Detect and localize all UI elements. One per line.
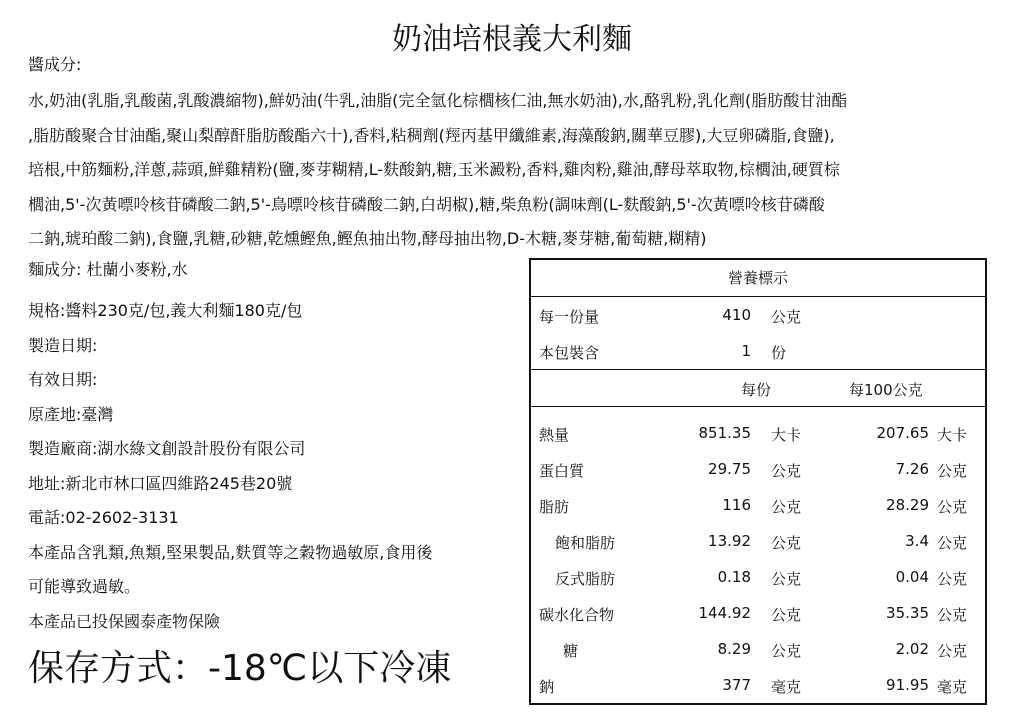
servings-per-pack-row	[531, 333, 985, 370]
col-per-serving: 每份	[741, 381, 772, 399]
nutrient-label: 反式脂肪	[555, 570, 616, 588]
nutrient-row-sugar	[531, 631, 985, 667]
per-100g-unit: 大卡	[937, 426, 968, 444]
nutrient-row-fat	[531, 487, 985, 523]
nutrient-row-carbohydrate	[531, 595, 985, 631]
insurance-note: 本產品已投保國泰產物保險	[28, 611, 221, 631]
per-100g-value: 7.26	[895, 460, 929, 478]
per-serving-unit: 公克	[771, 570, 802, 588]
per-100g-value: 28.29	[886, 496, 929, 514]
nutrient-row-calories	[531, 415, 985, 451]
nutrient-row-trans-fat	[531, 559, 985, 595]
per-100g-value: 0.04	[895, 568, 929, 586]
nutrient-label: 糖	[563, 642, 579, 660]
per-serving-unit: 公克	[771, 498, 802, 516]
per-100g-unit: 公克	[937, 606, 968, 624]
nutrition-facts-table	[529, 258, 987, 705]
allergen-warning-cont: 可能導致過敏。	[28, 577, 141, 596]
nutrient-label: 碳水化合物	[539, 606, 615, 624]
manufacturer: 製造廠商:湖水綠文創設計股份有限公司	[28, 439, 306, 458]
ingredients-line: 培根,中筋麵粉,洋蔥,蒜頭,鮮雞精粉(鹽,麥芽糊精,L-麩酸鈉,糖,玉米澱粉,香料,雞肉粉,雞油,酵母萃取物,棕櫚油,硬質棕	[28, 160, 840, 179]
per-serving-value: 851.35	[698, 424, 751, 442]
per-serving-unit: 公克	[771, 642, 802, 660]
ingredients-line: ,脂肪酸聚合甘油酯,聚山梨醇酐脂肪酸酯六十),香料,粘稠劑(羥丙基甲纖維素,海藻酸鈉,關華豆膠),大豆卵磷脂,食鹽),	[28, 125, 835, 145]
serving-size-row	[531, 297, 985, 333]
pack-unit: 份	[771, 344, 787, 362]
per-serving-value: 8.29	[717, 640, 751, 658]
per-100g-unit: 公克	[937, 642, 968, 660]
nutrient-label: 熱量	[539, 426, 570, 444]
noodle-ingredients: 麵成分: 杜蘭小麥粉,水	[28, 260, 188, 279]
pack-label: 本包裝含	[539, 344, 600, 362]
ingredients-line: 水,奶油(乳脂,乳酸菌,乳酸濃縮物),鮮奶油(牛乳,油脂(完全氫化棕櫚核仁油,無水奶油),水,酪乳粉,乳化劑(脂肪酸甘油酯	[28, 91, 848, 110]
per-100g-value: 207.65	[876, 424, 929, 442]
per-100g-unit: 公克	[937, 462, 968, 480]
per-serving-value: 0.18	[717, 568, 751, 586]
nutrient-label: 脂肪	[539, 498, 570, 516]
nutrient-label: 蛋白質	[539, 462, 585, 480]
per-100g-value: 91.95	[886, 676, 929, 694]
nutrient-label: 飽和脂肪	[555, 534, 616, 552]
per-serving-unit: 大卡	[771, 426, 802, 444]
per-serving-value: 377	[722, 676, 751, 694]
serving-label: 每一份量	[539, 308, 600, 326]
pack-value: 1	[741, 342, 751, 360]
allergen-warning: 本產品含乳類,魚類,堅果製品,麩質等之穀物過敏原,食用後	[28, 542, 433, 562]
per-100g-unit: 毫克	[937, 678, 968, 696]
product-title: 奶油培根義大利麵	[392, 22, 632, 57]
storage-method: 保存方式：-18℃以下冷凍	[28, 648, 452, 689]
per-100g-value: 3.4	[905, 532, 929, 550]
per-100g-unit: 公克	[937, 570, 968, 588]
serving-unit: 公克	[771, 308, 802, 326]
nutrient-label: 鈉	[539, 678, 555, 696]
expiry-date: 有效日期:	[28, 370, 98, 389]
per-serving-unit: 公克	[771, 606, 802, 624]
ingredients-line: 二鈉,琥珀酸二鈉),食鹽,乳糖,砂糖,乾燻鰹魚,鰹魚抽出物,酵母抽出物,D-木糖,麥芽糖,葡萄糖,糊精)	[28, 229, 707, 248]
per-serving-unit: 公克	[771, 462, 802, 480]
per-100g-value: 35.35	[886, 604, 929, 622]
per-100g-unit: 公克	[937, 498, 968, 516]
spec-line: 規格:醬料230克/包,義大利麵180克/包	[28, 301, 303, 320]
nutrient-row-saturated-fat	[531, 523, 985, 559]
per-100g-unit: 公克	[937, 534, 968, 552]
per-serving-value: 13.92	[708, 532, 751, 550]
product-info	[28, 294, 528, 639]
origin: 原產地:臺灣	[28, 404, 114, 424]
per-serving-value: 116	[722, 496, 751, 514]
nutrient-row-sodium	[531, 667, 985, 703]
col-per-100g: 每100公克	[849, 381, 923, 399]
ingredients-text	[28, 84, 1003, 257]
per-serving-value: 29.75	[708, 460, 751, 478]
phone: 電話:02-2602-3131	[28, 508, 179, 527]
per-serving-value: 144.92	[698, 604, 751, 622]
ingredients-line: 櫚油,5'-次黃嘌呤核苷磷酸二鈉,5'-鳥嘌呤核苷磷酸二鈉,白胡椒),糖,柴魚粉(調味劑(L-麩酸鈉,5'-次黃嘌呤核苷磷酸	[28, 194, 825, 214]
column-header-row	[531, 370, 985, 407]
nutrient-row-protein	[531, 451, 985, 487]
serving-value: 410	[722, 306, 751, 324]
address: 地址:新北市林口區四維路245巷20號	[28, 473, 293, 493]
nutrition-header: 營養標示	[531, 260, 985, 297]
manufacture-date: 製造日期:	[28, 335, 98, 355]
per-serving-unit: 公克	[771, 534, 802, 552]
per-serving-unit: 毫克	[771, 678, 802, 696]
sauce-ingredients-label: 醬成分:	[28, 55, 82, 74]
per-100g-value: 2.02	[895, 640, 929, 658]
